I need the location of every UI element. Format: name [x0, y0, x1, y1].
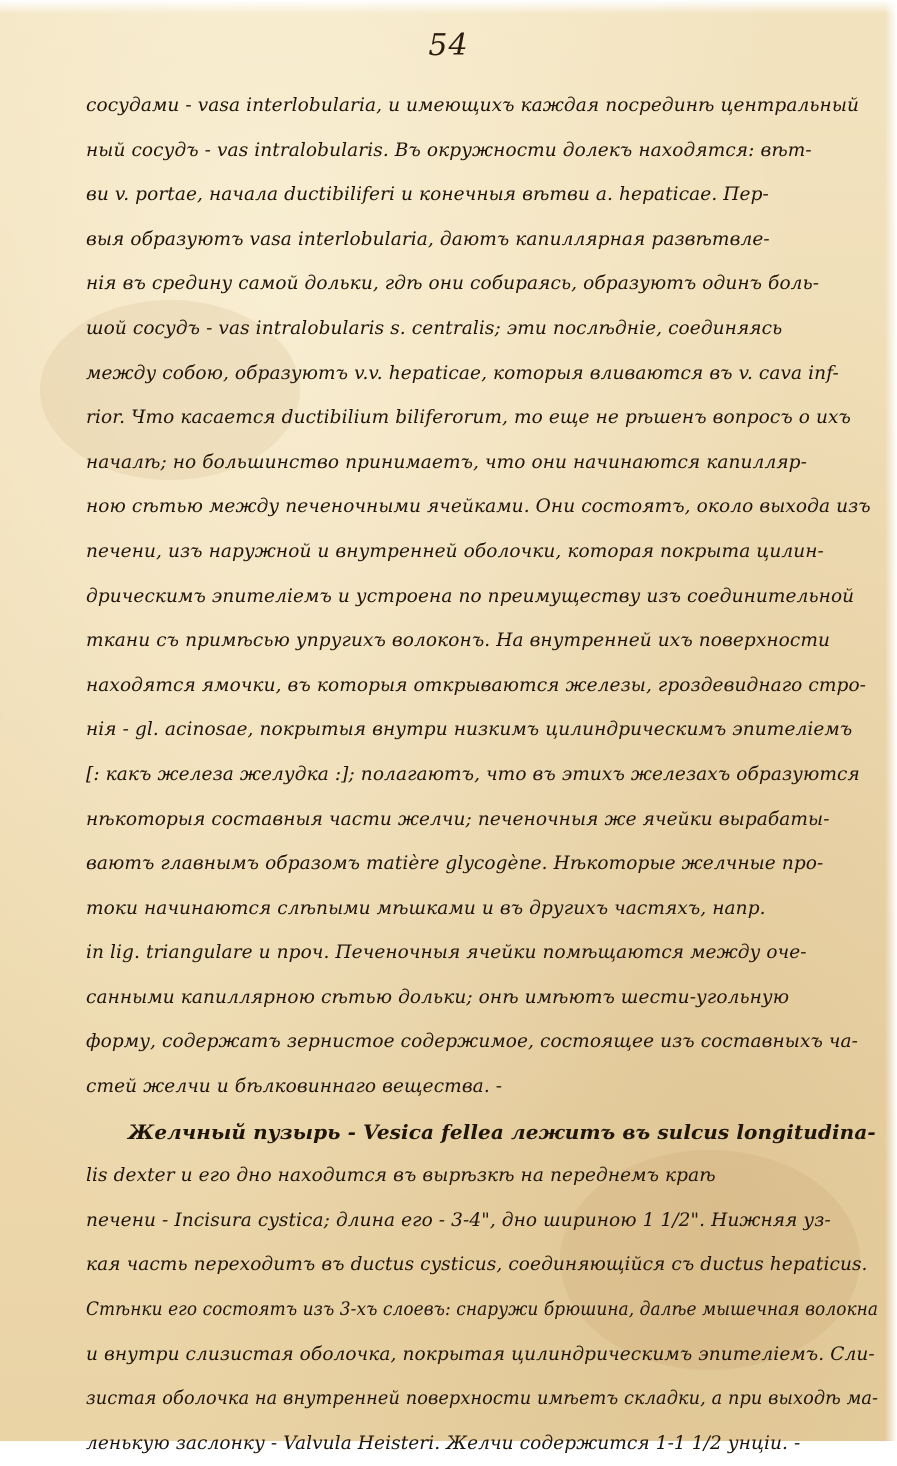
- text-line: rior. Что касается ductibilium biliferorum, то еще не рѣшенъ вопросъ о ихъ: [86, 407, 851, 429]
- text-line: стей желчи и бѣлковиннаго вещества. -: [86, 1076, 503, 1098]
- text-line: нія - gl. acinosae, покрытыя внутри низкимъ цилиндрическимъ эпителіемъ: [86, 719, 853, 741]
- text-line: нѣкоторыя составныя части желчи; печеночныя же ячейки вырабаты-: [86, 808, 830, 830]
- page-edge-right: [885, 0, 897, 1441]
- text-line: ваютъ главнымъ образомъ matière glycogène. Нѣкоторые желчные про-: [86, 853, 824, 875]
- text-line: нія въ средину самой дольки, гдѣ они собираясь, образуютъ одинъ боль-: [86, 273, 820, 295]
- text-line: lis dexter и его дно находится въ вырѣзкѣ на переднемъ краѣ: [86, 1165, 716, 1187]
- text-line: ный сосудъ - vas intralobularis. Въ окружности долекъ находятся: вѣт-: [86, 139, 812, 161]
- page-edge-top: [0, 0, 897, 14]
- text-line: печени, изъ наружной и внутренней оболочки, которая покрыта цилин-: [86, 540, 824, 562]
- text-line: находятся ямочки, въ которыя открываются железы, гроздевиднаго стро-: [86, 674, 867, 696]
- text-line: санными капиллярною сѣтью дольки; онѣ имѣютъ шести-угольную: [86, 986, 790, 1008]
- text-line: форму, содержатъ зернистое содержимое, состоящее изъ составныхъ ча-: [86, 1031, 859, 1053]
- text-line: печени - Incisura cystica; длина его - 3-4", дно шириною 1 1/2". Нижняя уз-: [86, 1209, 831, 1231]
- page-number: 54: [428, 28, 469, 63]
- text-line: зистая оболочка на внутренней поверхности имѣетъ складки, а при выходѣ ма-: [86, 1388, 878, 1410]
- text-line: [: какъ железа желудка :]; полагаютъ, что въ этихъ железахъ образуются: [86, 763, 860, 785]
- text-line: сосудами - vasa interlobularia, и имеющихъ каждая посрединѣ центральный: [86, 95, 860, 116]
- text-line: Стѣнки его состоятъ изъ 3-хъ слоевъ: снаружи брюшина, далѣе мышечная волокна: [86, 1299, 878, 1321]
- handwritten-text-block: [86, 84, 878, 1466]
- text-line: ткани съ примѣсью упругихъ волоконъ. На внутренней ихъ поверхности: [86, 630, 831, 652]
- text-line: дрическимъ эпителіемъ и устроена по преимуществу изъ соединительной: [86, 585, 855, 607]
- text-line: и внутри слизистая оболочка, покрытая цилиндрическимъ эпителіемъ. Сли-: [86, 1343, 875, 1365]
- text-line: между собою, образуютъ v.v. hepaticae, которыя вливаются въ v. cava inf-: [86, 362, 839, 384]
- text-line: кая часть переходитъ въ ductus cysticus, соединяющійся съ ductus hepaticus.: [86, 1254, 868, 1276]
- text-line: in lig. triangulare и проч. Печеночныя ячейки помѣщаются между оче-: [86, 942, 807, 964]
- text-line: началѣ; но большинство принимаетъ, что они начинаются капилляр-: [86, 451, 807, 473]
- text-line: ви v. portae, начала ductibiliferi и конечныя вѣтви a. hepaticae. Пер-: [86, 184, 769, 206]
- text-line: шой сосудъ - vas intralobularis s. centralis; эти послѣдніе, соединяясь: [86, 317, 783, 339]
- text-line: ленькую заслонку - Valvula Heisteri. Желчи содержится 1-1 1/2 унціи. -: [86, 1432, 801, 1454]
- section-heading-line: Желчный пузырь - Vesica fellea лежитъ въ sulcus longitudina-: [128, 1119, 876, 1144]
- text-line: токи начинаются слѣпыми мѣшками и въ другихъ частяхъ, напр.: [86, 897, 766, 919]
- text-line: выя образуютъ vasa interlobularia, даютъ капиллярная развѣтвле-: [86, 228, 770, 250]
- text-line: ною сѣтью между печеночными ячейками. Они состоятъ, около выхода изъ: [86, 496, 871, 518]
